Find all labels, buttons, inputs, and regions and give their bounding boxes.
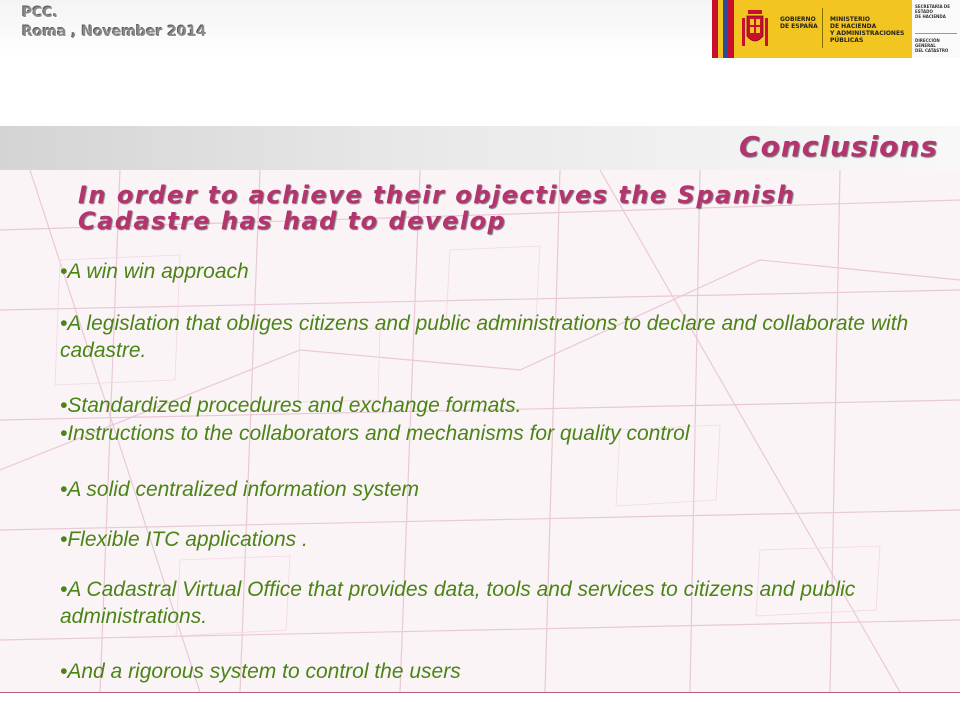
slide-title: Conclusions [739, 130, 938, 163]
list-item: •Instructions to the collaborators and mechanisms for quality control [60, 422, 690, 445]
flag-strip [712, 0, 734, 58]
list-item: •A solid centralized information system [60, 478, 420, 501]
government-logo [712, 0, 960, 58]
header-org: PCC. [22, 5, 59, 21]
slide-subtitle: In order to achieve their objectives the Spanish Cadastre has had to develop [78, 181, 796, 235]
secretariat-divider [915, 33, 957, 34]
logo-divider [822, 8, 823, 48]
secretariat-text: SECRETARÍA DE ESTADO DE HACIENDA [915, 4, 950, 19]
ministry-text: MINISTERIO DE HACIENDA Y ADMINISTRACIONES PÚBLICAS [830, 16, 905, 44]
secretariat-block [912, 0, 960, 58]
header-caption [22, 4, 206, 42]
gov-text: GOBIERNO DE ESPAÑA [780, 16, 818, 30]
directorate-text: DIRECCIÓN GENERAL DEL CATASTRO [915, 38, 949, 53]
bottom-divider [0, 692, 960, 693]
header-date: Roma , November 2014 [22, 24, 207, 40]
list-item: •Flexible ITC applications . [60, 528, 308, 551]
list-item: •A legislation that obliges citizens and public administrations to declare and collaborate with cadastre. [60, 312, 909, 362]
list-item: •And a rigorous system to control the users [60, 660, 461, 683]
list-item: •A win win approach [60, 260, 249, 283]
gov-block [734, 0, 912, 58]
coat-of-arms-icon [740, 6, 770, 52]
list-item: •Standardized procedures and exchange formats. [60, 394, 522, 417]
list-item: •A Cadastral Virtual Office that provides data, tools and services to citizens and public administrations. [60, 578, 856, 628]
